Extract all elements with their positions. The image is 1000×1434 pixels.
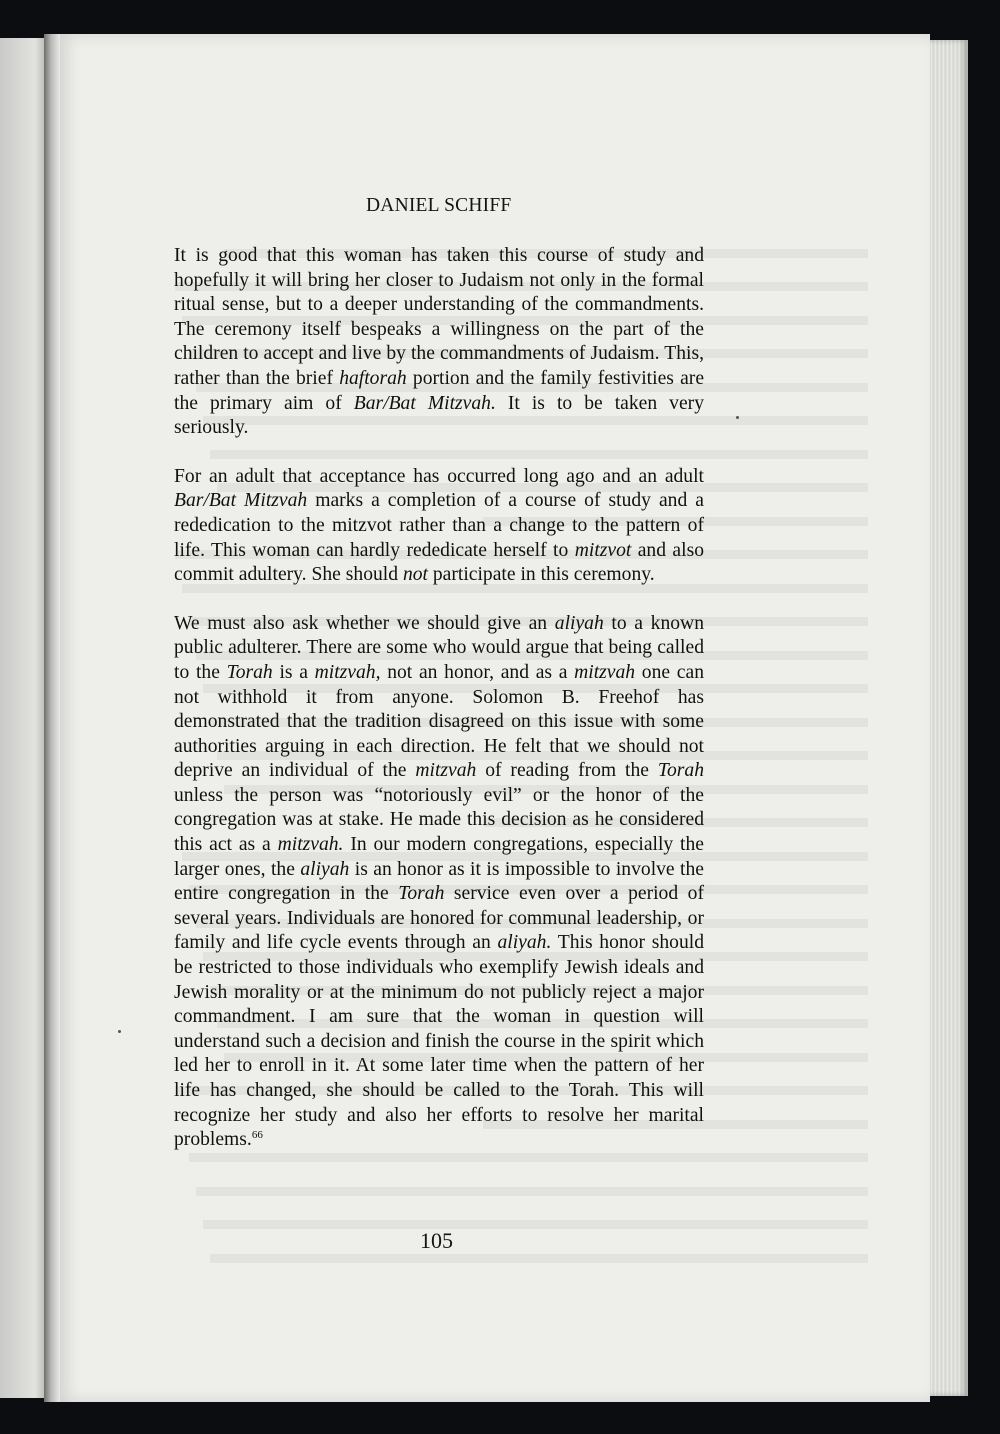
bleed-line [203,1196,868,1230]
italic-term: mitzvot [574,539,632,561]
italic-term: Torah [398,883,445,905]
text-run: It is good that this woman has taken this course of study and hopefully it will bring her closer to Judaism not only in the formal ritual sense, but to a deeper understanding of the commandments. The ceremony itself bespeaks a willingness on the part of the children to accept and live by the commandments of Judaism. This, rather than the brief [174,245,704,389]
paragraph [174,465,704,588]
paragraph [174,244,704,441]
body-text [174,244,704,1153]
text-run: unless the person was “notoriously evil” or the honor of the congregation was at stake. He made this decision as he considered this act as a [174,784,704,856]
text-run: We must also ask whether we should give an [174,612,555,634]
text-run: not an honor, and as a [380,661,575,683]
text-run: It is to be taken very seriously. [174,392,704,439]
italic-term: mitzvah, [314,661,381,683]
footnote-marker: 66 [251,1129,263,1142]
dust-speck [118,1030,121,1033]
text-run: marks a completion of a course of study and a rededication to the mitzvot rather than a change to the pattern of life. This woman can hardly rededicate herself to [174,490,704,561]
paragraph [174,612,704,1153]
text-run: This honor should be restricted to those individuals who exemplify Jewish ideals and Jewish morality or at the minimum do not publicly reject a major commandment. I am sure that the woman in question will understand such a decision and finish the course in the spirit which led her to enroll in it. At some later time when the pattern of her life has changed, she should be called to the Torah. This will recognize her study and also her efforts to resolve her marital problems. [174,932,704,1151]
text-run: to a known public adulterer. There are some who would argue that being called to the [174,612,704,683]
italic-term: mitzvah [415,760,477,782]
book-gutter [44,34,60,1402]
running-head: DANIEL SCHIFF [366,195,512,216]
italic-term: mitzvah. [277,834,344,856]
italic-term: aliyah [554,612,604,634]
italic-term: Bar/Bat Mitzvah. [353,392,496,414]
italic-term: haftorah [339,367,407,389]
text-run: portion and the family festivities are the primary aim of [174,367,705,414]
page-stack-edge [930,40,968,1396]
text-run: In our modern congregations, especially the larger ones, the [174,834,704,880]
text-run: For an adult that acceptance has occurred long ago and an adult [174,465,704,487]
page-number: 105 [420,1228,453,1253]
italic-term: aliyah [300,858,350,880]
text-run: service even over a period of several years. Individuals are honored for communal leadership, or family and life cycle events through an [174,883,704,954]
bleed-line [210,1229,868,1263]
facing-page-edge [0,38,50,1398]
italic-term: Bar/Bat Mitzvah [174,490,308,512]
text-run: is an honor as it is impossible to involve the entire congregation in the [174,858,704,905]
text-run: of reading from the [476,760,658,782]
text-run: is a [272,661,315,683]
text-run: one can not withhold it from anyone. Solomon B. Freehof has demonstrated that the tradition disagreed on this issue with some authorities arguing in each direction. He felt that we should not deprive an individual of the [174,661,704,782]
italic-term: not [402,564,428,586]
text-run: participate in this ceremony. [427,564,655,586]
italic-term: mitzvah [574,661,636,683]
italic-term: aliyah. [497,932,552,954]
italic-term: Torah [226,661,273,683]
text-run: and also commit adultery. She should [174,539,704,586]
dust-speck [736,416,739,419]
bleed-line [196,1162,868,1196]
italic-term: Torah [657,760,704,782]
bleed-line [217,1263,868,1285]
